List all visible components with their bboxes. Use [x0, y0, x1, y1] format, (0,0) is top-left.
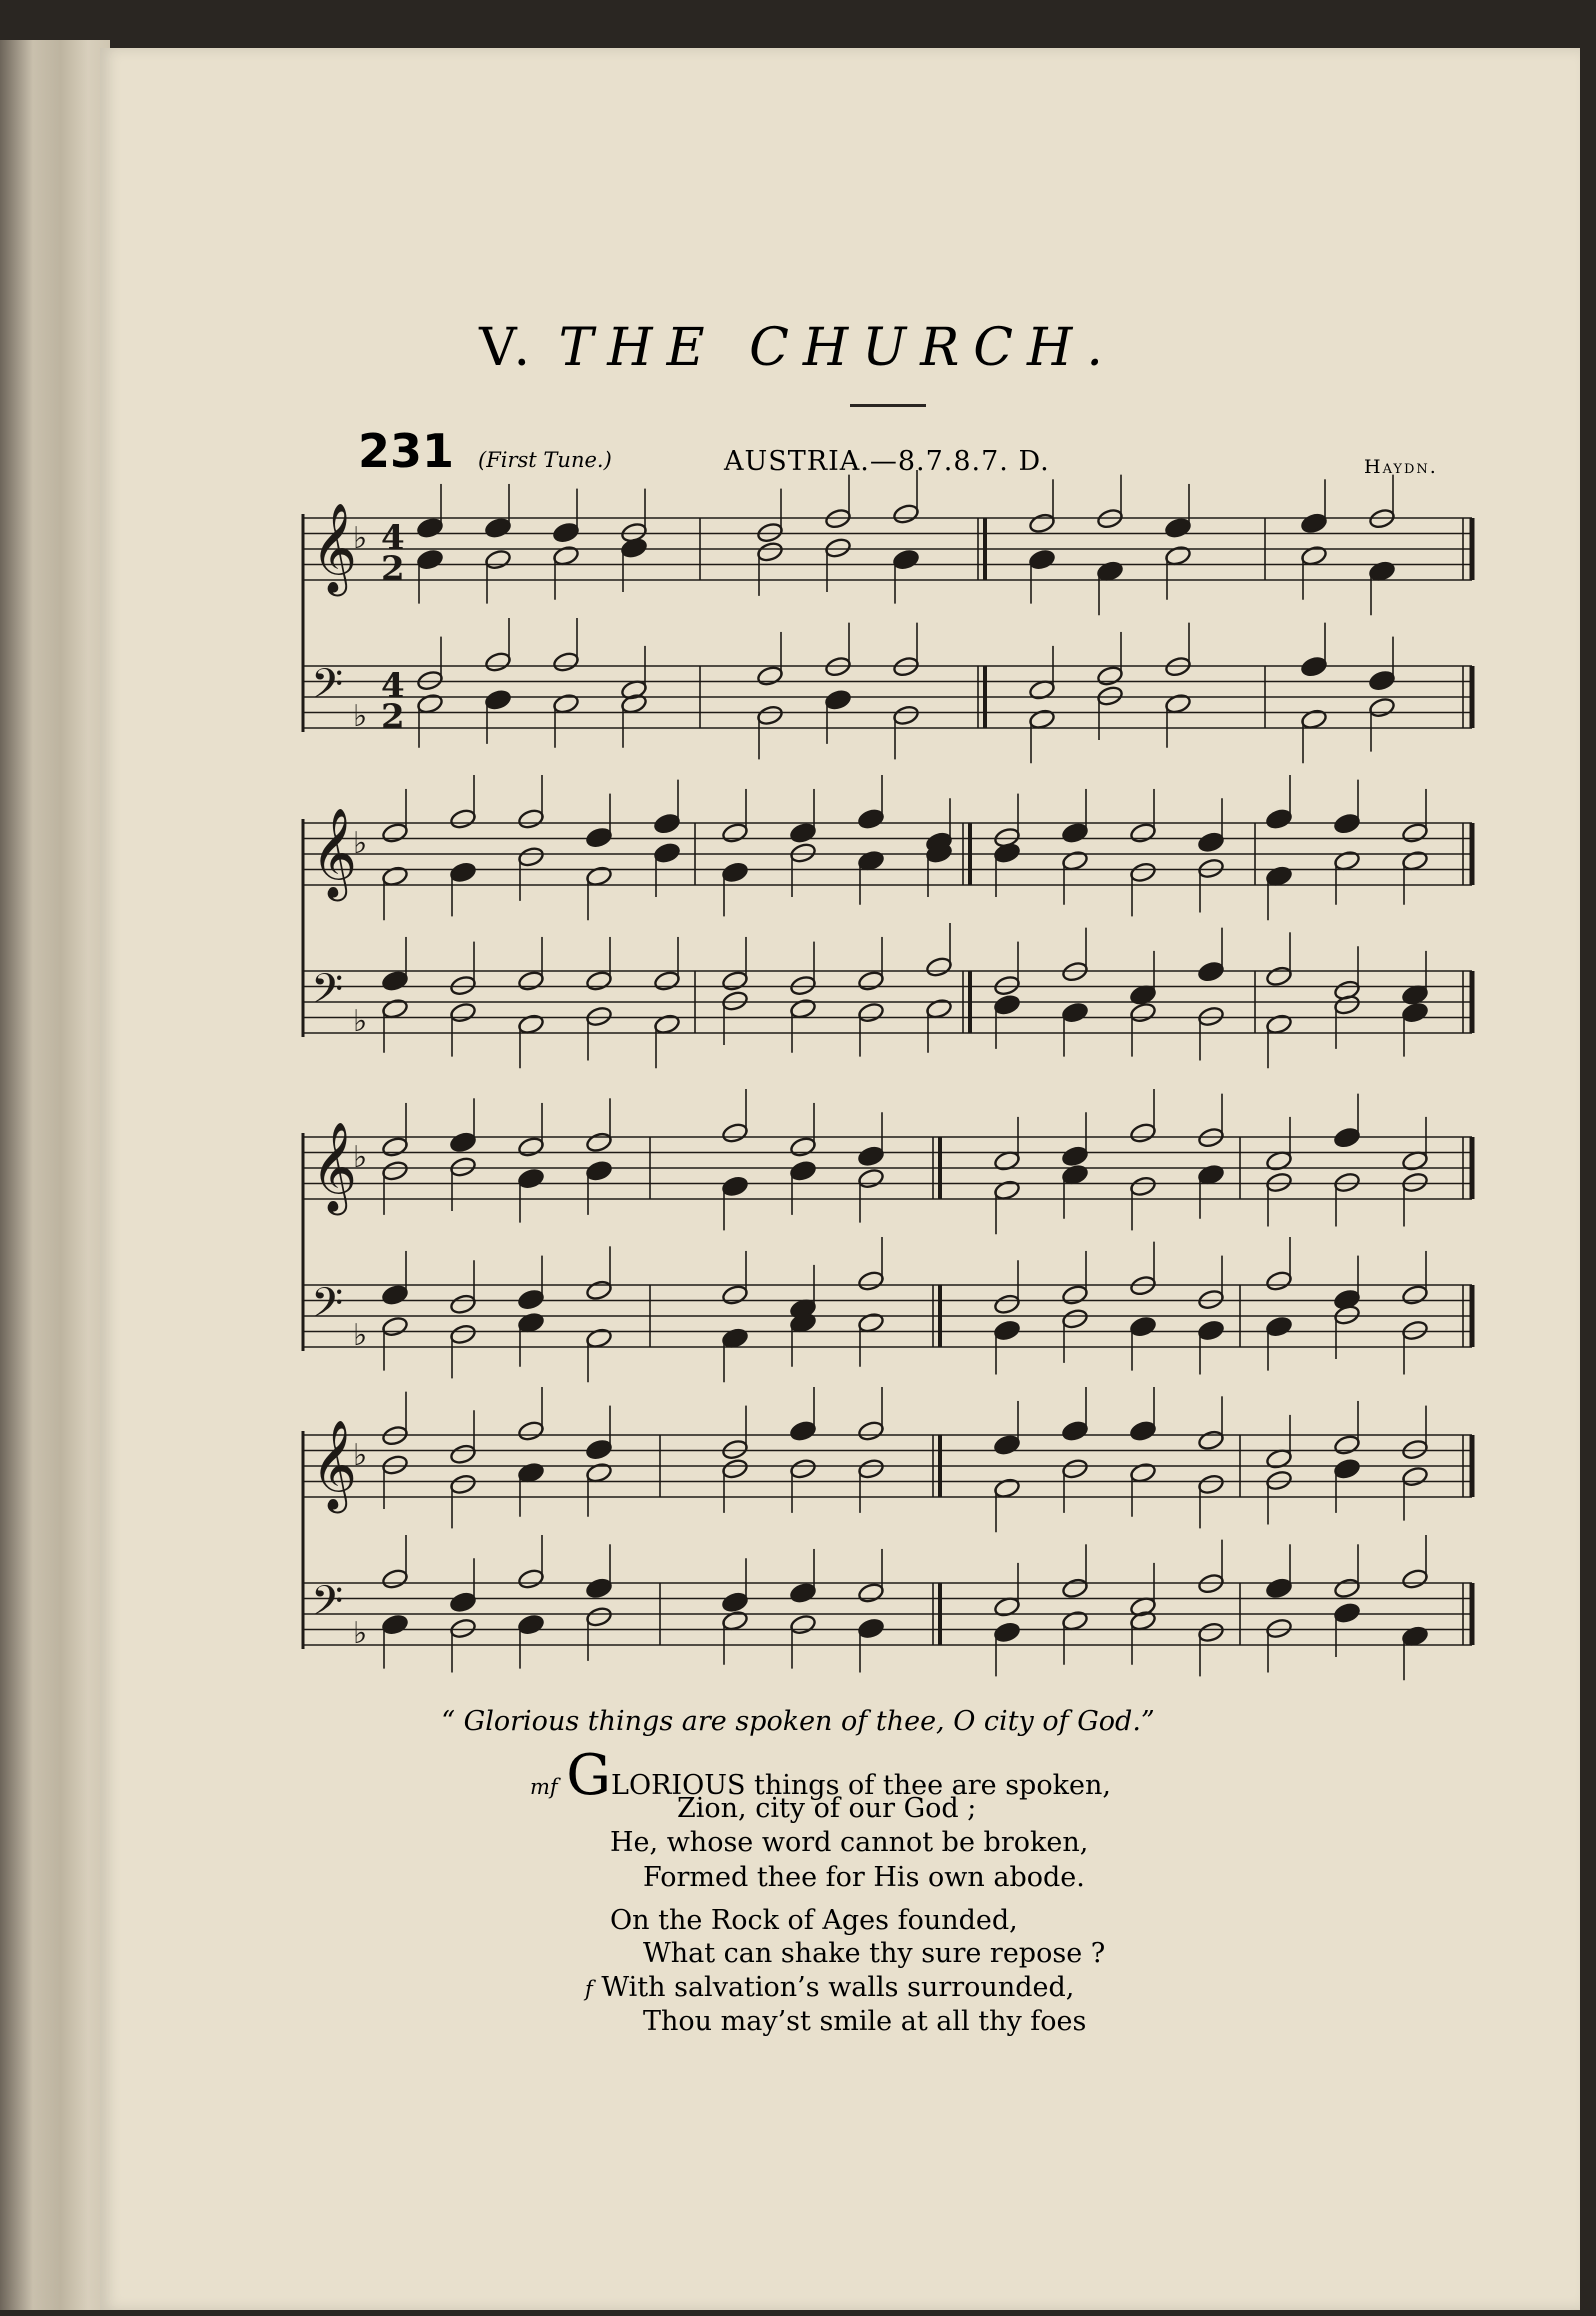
- note-head: [552, 521, 580, 543]
- note-head: [1061, 1458, 1089, 1480]
- note-head: [1265, 808, 1293, 830]
- dynamic-mf: mf: [530, 1775, 558, 1799]
- note-head: [585, 970, 613, 992]
- note-head: [517, 1312, 545, 1334]
- note-head: [585, 865, 613, 887]
- note-head: [1265, 1171, 1293, 1193]
- note-head: [1164, 517, 1192, 539]
- hymn-number: 231: [358, 424, 455, 478]
- treble-clef-icon: 𝄞: [311, 1122, 358, 1212]
- note-head: [721, 861, 749, 883]
- bass-clef-icon: 𝄢: [311, 965, 344, 1023]
- note-head: [721, 822, 749, 844]
- note-head: [1333, 1126, 1361, 1148]
- note-head: [993, 1293, 1021, 1315]
- note-head: [1197, 1621, 1225, 1643]
- note-head: [381, 1315, 409, 1337]
- note-head: [449, 808, 477, 830]
- note-head: [1197, 960, 1225, 982]
- flat-icon: ♭: [353, 1004, 368, 1039]
- time-signature: 2: [381, 549, 405, 589]
- note-head: [1333, 812, 1361, 834]
- note-head: [517, 1462, 545, 1484]
- note-head: [1401, 1438, 1429, 1460]
- note-head: [1197, 1429, 1225, 1451]
- note-head: [1129, 1420, 1157, 1442]
- note-head: [1129, 1122, 1157, 1144]
- note-head: [449, 1443, 477, 1465]
- note-head: [721, 1284, 749, 1306]
- note-head: [1061, 1420, 1089, 1442]
- note-head: [517, 1568, 545, 1590]
- note-head: [1333, 850, 1361, 872]
- note-head: [381, 1160, 409, 1182]
- note-head: [449, 1473, 477, 1495]
- note-head: [1265, 1270, 1293, 1292]
- note-head: [381, 998, 409, 1020]
- note-head: [449, 1001, 477, 1023]
- verse-line-6: What can shake thy sure repose ?: [643, 1938, 1106, 1969]
- note-head: [585, 1005, 613, 1027]
- note-head: [1333, 1434, 1361, 1456]
- note-head: [416, 548, 444, 570]
- composer: Haydn.: [1364, 456, 1438, 478]
- note-head: [756, 665, 784, 687]
- note-head: [789, 1613, 817, 1635]
- note-head: [1265, 1617, 1293, 1639]
- note-head: [1197, 1288, 1225, 1310]
- drop-cap: G: [566, 1743, 612, 1808]
- note-head: [484, 689, 512, 711]
- note-head: [993, 1179, 1021, 1201]
- note-head: [789, 998, 817, 1020]
- note-head: [1096, 685, 1124, 707]
- verse-text-7: With salvation’s walls surrounded,: [601, 1972, 1075, 2003]
- note-head: [721, 1610, 749, 1632]
- note-head: [857, 1001, 885, 1023]
- note-head: [789, 842, 817, 864]
- note-head: [1096, 665, 1124, 687]
- note-head: [1300, 512, 1328, 534]
- note-head: [993, 994, 1021, 1016]
- note-head: [824, 537, 852, 559]
- tune-name: AUSTRIA.—8.7.8.7. D.: [724, 446, 1050, 477]
- note-head: [653, 970, 681, 992]
- note-head: [381, 865, 409, 887]
- note-head: [1061, 1145, 1089, 1167]
- note-head: [585, 1131, 613, 1153]
- verse-line-4: Formed thee for His own abode.: [643, 1862, 1085, 1893]
- note-head: [756, 521, 784, 543]
- note-head: [892, 503, 920, 525]
- note-head: [1401, 1625, 1429, 1647]
- flat-icon: ♭: [353, 1318, 368, 1353]
- treble-clef-icon: 𝄞: [311, 503, 358, 593]
- note-head: [721, 1438, 749, 1460]
- note-head: [517, 1420, 545, 1442]
- note-head: [585, 1279, 613, 1301]
- verse-line-5: On the Rock of Ages founded,: [610, 1905, 1018, 1936]
- note-head: [484, 651, 512, 673]
- note-head: [449, 1323, 477, 1345]
- note-head: [517, 1013, 545, 1035]
- note-head: [449, 861, 477, 883]
- note-head: [653, 812, 681, 834]
- note-head: [857, 808, 885, 830]
- note-head: [1401, 850, 1429, 872]
- note-head: [449, 1591, 477, 1613]
- note-head: [552, 545, 580, 567]
- note-head: [1129, 1315, 1157, 1337]
- note-head: [1061, 1164, 1089, 1186]
- note-head: [1401, 822, 1429, 844]
- note-head: [824, 689, 852, 711]
- note-head: [1129, 861, 1157, 883]
- note-head: [517, 970, 545, 992]
- note-head: [1061, 1284, 1089, 1306]
- note-head: [1333, 1171, 1361, 1193]
- tune-note: (First Tune.): [478, 448, 612, 472]
- note-head: [585, 1606, 613, 1628]
- note-head: [1061, 1610, 1089, 1632]
- note-head: [484, 548, 512, 570]
- note-head: [1368, 696, 1396, 718]
- note-head: [1401, 1001, 1429, 1023]
- note-head: [789, 974, 817, 996]
- section-roman: V.: [479, 318, 537, 378]
- note-head: [789, 1458, 817, 1480]
- note-head: [721, 1591, 749, 1613]
- note-head: [381, 1568, 409, 1590]
- note-head: [517, 808, 545, 830]
- note-head: [1061, 850, 1089, 872]
- note-head: [925, 956, 953, 978]
- note-head: [1265, 965, 1293, 987]
- time-signature: 4: [381, 666, 405, 706]
- note-head: [1197, 831, 1225, 853]
- note-head: [1401, 1284, 1429, 1306]
- note-head: [517, 1136, 545, 1158]
- note-head: [721, 1122, 749, 1144]
- note-head: [1368, 560, 1396, 582]
- note-head: [381, 1613, 409, 1635]
- note-head: [721, 970, 749, 992]
- note-head: [1368, 669, 1396, 691]
- note-head: [993, 974, 1021, 996]
- note-head: [892, 704, 920, 726]
- note-head: [1401, 1171, 1429, 1193]
- verse-line-7: [585, 1972, 1074, 2003]
- note-head: [857, 1270, 885, 1292]
- bass-clef-icon: 𝄢: [311, 1279, 344, 1337]
- note-head: [789, 1420, 817, 1442]
- note-head: [721, 1327, 749, 1349]
- note-head: [1197, 1319, 1225, 1341]
- note-head: [857, 1312, 885, 1334]
- note-head: [1028, 708, 1056, 730]
- note-head: [1028, 548, 1056, 570]
- note-head: [585, 826, 613, 848]
- note-head: [925, 998, 953, 1020]
- note-head: [721, 1175, 749, 1197]
- flat-icon: ♭: [353, 826, 368, 861]
- flat-icon: ♭: [353, 1438, 368, 1473]
- flat-icon: ♭: [353, 521, 368, 556]
- treble-clef-icon: 𝄞: [311, 1420, 358, 1510]
- note-head: [756, 541, 784, 563]
- note-head: [789, 1160, 817, 1182]
- verse-line-2: Zion, city of our God ;: [677, 1793, 977, 1824]
- note-head: [789, 1136, 817, 1158]
- note-head: [1129, 822, 1157, 844]
- note-head: [892, 548, 920, 570]
- note-head: [552, 651, 580, 673]
- note-head: [585, 1462, 613, 1484]
- note-head: [449, 1617, 477, 1639]
- note-head: [449, 1131, 477, 1153]
- note-head: [1401, 1568, 1429, 1590]
- note-head: [857, 850, 885, 872]
- note-head: [993, 1319, 1021, 1341]
- note-head: [1096, 560, 1124, 582]
- note-head: [585, 1327, 613, 1349]
- note-head: [1300, 545, 1328, 567]
- note-head: [517, 1288, 545, 1310]
- bass-clef-icon: 𝄢: [311, 660, 344, 718]
- note-head: [1265, 1469, 1293, 1491]
- note-head: [381, 1454, 409, 1476]
- note-head: [857, 1617, 885, 1639]
- note-head: [1197, 857, 1225, 879]
- note-head: [449, 1293, 477, 1315]
- flat-icon: ♭: [353, 1140, 368, 1175]
- note-head: [1129, 1175, 1157, 1197]
- note-head: [1300, 708, 1328, 730]
- note-head: [1401, 1465, 1429, 1487]
- note-head: [1333, 1577, 1361, 1599]
- note-head: [756, 704, 784, 726]
- time-signature: 4: [381, 518, 405, 558]
- note-head: [1333, 1458, 1361, 1480]
- dynamic-f: f: [585, 1977, 593, 2001]
- note-head: [381, 1284, 409, 1306]
- note-head: [381, 822, 409, 844]
- note-head: [1401, 1319, 1429, 1341]
- note-head: [721, 1458, 749, 1480]
- note-head: [653, 1013, 681, 1035]
- note-head: [517, 1167, 545, 1189]
- note-head: [552, 693, 580, 715]
- note-head: [857, 1582, 885, 1604]
- verse-line-8: Thou may’st smile at all thy foes: [643, 2006, 1087, 2037]
- note-head: [484, 517, 512, 539]
- note-head: [1129, 1462, 1157, 1484]
- note-head: [1265, 865, 1293, 887]
- note-head: [1265, 1577, 1293, 1599]
- verse-text-1: LORIOUS things of thee are spoken,: [611, 1770, 1111, 1801]
- note-head: [1061, 1001, 1089, 1023]
- note-head: [1265, 1013, 1293, 1035]
- note-head: [857, 1167, 885, 1189]
- note-head: [653, 842, 681, 864]
- note-head: [857, 1145, 885, 1167]
- epigraph: “ Glorious things are spoken of thee, O city of God.”: [441, 1706, 1155, 1737]
- note-head: [416, 693, 444, 715]
- note-head: [449, 974, 477, 996]
- note-head: [1164, 693, 1192, 715]
- note-head: [1129, 1001, 1157, 1023]
- note-head: [1197, 1164, 1225, 1186]
- note-head: [1164, 545, 1192, 567]
- section-heading: THE CHURCH.: [558, 318, 1117, 378]
- flat-icon: ♭: [353, 1616, 368, 1651]
- note-head: [993, 1477, 1021, 1499]
- note-head: [585, 1160, 613, 1182]
- note-head: [517, 846, 545, 868]
- time-signature: 2: [381, 697, 405, 737]
- treble-clef-icon: 𝄞: [311, 808, 358, 898]
- note-head: [993, 1621, 1021, 1643]
- note-head: [381, 1136, 409, 1158]
- note-head: [416, 669, 444, 691]
- note-head: [1265, 1315, 1293, 1337]
- note-head: [1061, 1577, 1089, 1599]
- note-head: [857, 1458, 885, 1480]
- note-head: [381, 970, 409, 992]
- note-head: [789, 1582, 817, 1604]
- note-head: [1197, 1473, 1225, 1495]
- note-head: [993, 1434, 1021, 1456]
- note-head: [585, 1438, 613, 1460]
- note-head: [1197, 1005, 1225, 1027]
- note-head: [517, 1613, 545, 1635]
- bass-clef-icon: 𝄢: [311, 1577, 344, 1635]
- note-head: [1061, 822, 1089, 844]
- note-head: [1028, 512, 1056, 534]
- note-head: [449, 1156, 477, 1178]
- note-head: [416, 517, 444, 539]
- note-head: [857, 1420, 885, 1442]
- note-head: [1300, 655, 1328, 677]
- note-head: [585, 1577, 613, 1599]
- note-head: [1333, 1602, 1361, 1624]
- verse-line-3: He, whose word cannot be broken,: [610, 1827, 1089, 1858]
- note-head: [1061, 1308, 1089, 1330]
- note-head: [857, 970, 885, 992]
- note-head: [721, 990, 749, 1012]
- flat-icon: ♭: [353, 699, 368, 734]
- note-head: [789, 822, 817, 844]
